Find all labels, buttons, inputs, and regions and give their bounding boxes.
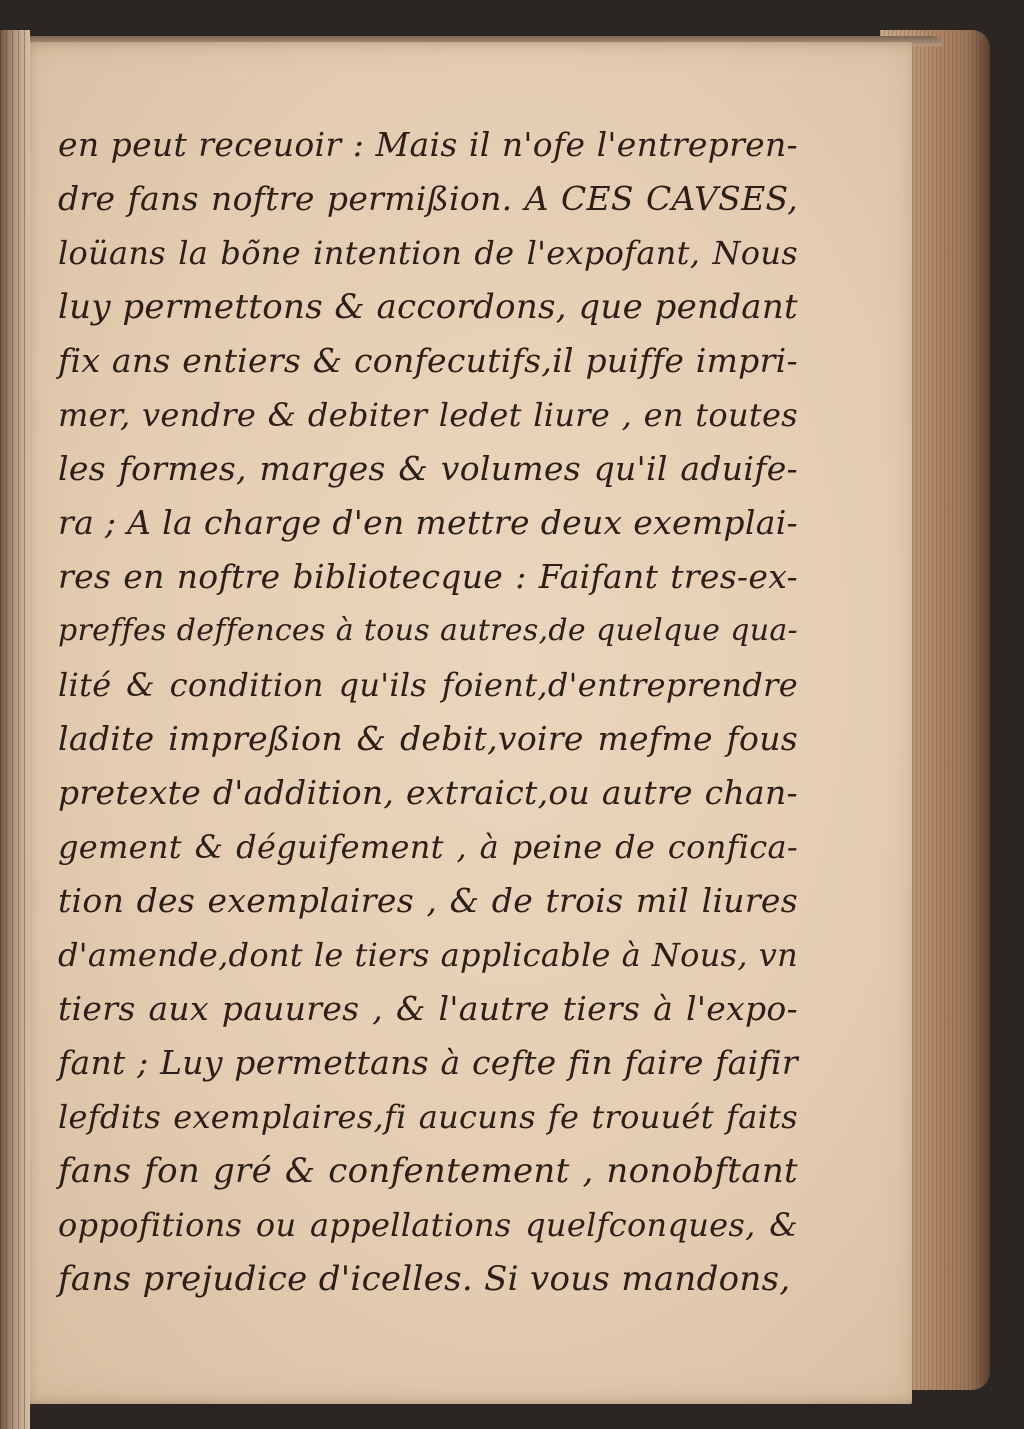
text-line: tiers aux pauures , & l'autre tiers à l'expo- — [58, 989, 798, 1028]
text-line: lité & condition qu'ils foient,d'entreprendre — [58, 666, 798, 704]
text-line: fans fon gré & confentement , nonobftant — [58, 1151, 798, 1191]
text-line: res en noftre bibliotecque : Faifant tres-ex- — [58, 557, 798, 596]
text-line: lefdits exemplaires,fi aucuns fe trouuét faits — [58, 1098, 798, 1136]
text-line: tion des exemplaires , & de trois mil liures — [58, 881, 798, 920]
text-line: ra ; A la charge d'en mettre deux exemplai- — [58, 503, 798, 542]
gutter-marks — [0, 30, 30, 1429]
text-line: mer, vendre & debiter ledet liure , en toutes — [58, 396, 798, 434]
text-line: d'amende,dont le tiers applicable à Nous, vn — [58, 936, 798, 974]
text-line: pretexte d'addition, extraict,ou autre chan- — [58, 773, 798, 812]
text-line: ladite impreßion & debit,voire mefme fous — [58, 719, 798, 758]
text-line: fix ans entiers & confecutifs,il puiffe impri- — [58, 341, 798, 380]
text-line: les formes, marges & volumes qu'il aduife- — [58, 449, 798, 488]
text-line: loüans la bõne intention de l'expofant, Nous — [58, 234, 798, 272]
text-line: gement & déguifement , à peine de confica- — [58, 828, 798, 866]
text-line: fans prejudice d'icelles. Si vous mandons, — [58, 1259, 791, 1299]
privilege-text — [58, 118, 798, 1306]
text-line: en peut receuoir : Mais il n'ofe l'entrepren- — [58, 125, 798, 164]
text-line: oppofitions ou appellations quelfconques, & — [58, 1206, 798, 1244]
text-line: luy permettons & accordons, que pendant — [58, 287, 798, 327]
text-line: preffes deffences à tous autres,de quelque qua- — [58, 613, 798, 648]
text-line: fant ; Luy permettans à cefte fin faire faifir — [58, 1043, 798, 1082]
text-line: dre fans noftre permißion. A CES CAVSES, — [58, 179, 798, 218]
